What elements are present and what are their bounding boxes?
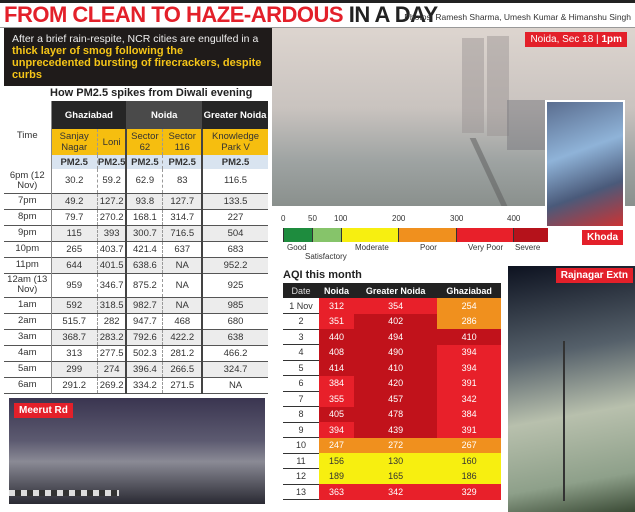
aqi-table-row	[283, 376, 501, 392]
pm-value-cell: 116.5	[224, 175, 248, 187]
pm-site-sanjay-nagar: Sanjay Nagar	[51, 129, 97, 155]
aqi-value-cell: 440	[319, 329, 354, 345]
pm-value-cell: 982.7	[126, 297, 163, 313]
pm-value-cell: 334.2	[126, 377, 163, 393]
scale-severe	[513, 228, 548, 242]
pm-time-cell: 5am	[4, 361, 51, 377]
pm-value-cell: 875.2	[126, 273, 163, 297]
pm-value-cell: 396.4	[126, 361, 163, 377]
pm-group-greater-noida: Greater Noida	[202, 101, 268, 129]
pm-time-cell: 7pm	[4, 193, 51, 209]
aqi-table-row	[283, 314, 501, 330]
pm-time-cell: 2am	[4, 313, 51, 329]
pm-value-cell: 277.5	[97, 345, 126, 361]
pm-unit: PM2.5	[51, 155, 97, 169]
pm-time-cell: 6pm (12 Nov)	[4, 169, 51, 193]
pm-value-cell: 127.2	[97, 193, 126, 209]
aqi-value-cell: 130	[354, 453, 437, 469]
aqi-value-cell: 394	[319, 422, 354, 438]
pm-table-row	[4, 193, 268, 209]
aqi-table-row	[283, 360, 501, 376]
aqi-value-cell: 329	[437, 484, 501, 500]
pm-value-cell: 271.5	[163, 377, 202, 393]
metro-track	[416, 138, 509, 206]
aqi-header-noida: Noida	[319, 283, 354, 298]
intro-highlight: thick layer of smog following the unprecedented bursting of firecrackers, despite curbs	[12, 45, 262, 81]
pm-unit: PM2.5	[202, 155, 268, 169]
aqi-value-cell: 490	[354, 345, 437, 361]
aqi-value-cell: 165	[354, 469, 437, 485]
aqi-date-cell: 9	[283, 422, 319, 438]
pm-table-row	[4, 345, 268, 361]
pm-value-cell: 592	[51, 297, 97, 313]
photo-meerut-rd	[9, 398, 265, 504]
aqi-value-cell: 189	[319, 469, 354, 485]
aqi-value-cell: 351	[319, 314, 354, 330]
pm-value-cell: 115	[51, 225, 97, 241]
pm-value-cell: 127.7	[163, 193, 202, 209]
pm-value-cell: 282	[97, 313, 126, 329]
aqi-scale-ticks: 0 50 100 200 300 400	[281, 214, 521, 223]
pm-value-cell: 266.5	[163, 361, 202, 377]
pm-value-cell: 168.1	[126, 209, 163, 225]
pm-value-cell: 62.9	[126, 169, 163, 193]
aqi-date-cell: 12	[283, 469, 319, 485]
pm-value-cell: 269.2	[97, 377, 126, 393]
pm-table-row	[4, 169, 268, 193]
pm-value-cell: 227	[227, 211, 244, 223]
aqi-date-cell: 4	[283, 345, 319, 361]
aqi-table-row	[283, 422, 501, 438]
pm-value-cell: 515.7	[51, 313, 97, 329]
photo-label-noida: Noida, Sec 18 | 1pm	[525, 32, 627, 47]
pm-value-cell: 30.2	[51, 169, 97, 193]
aqi-date-cell: 8	[283, 407, 319, 423]
aqi-value-cell: 384	[437, 407, 501, 423]
aqi-value-cell: 286	[437, 314, 501, 330]
pm-time-cell: 11pm	[4, 257, 51, 273]
pm-table-row	[4, 225, 268, 241]
aqi-value-cell: 254	[437, 298, 501, 314]
aqi-color-scale	[283, 228, 548, 242]
aqi-value-cell: 410	[437, 329, 501, 345]
pm-value-cell: 299	[51, 361, 97, 377]
pm-table-row	[4, 329, 268, 345]
aqi-value-cell: 478	[354, 407, 437, 423]
pm-value-cell: 638.6	[126, 257, 163, 273]
pm-value-cell: 502.3	[126, 345, 163, 361]
aqi-table-title: AQI this month	[283, 269, 362, 281]
aqi-value-cell: 267	[437, 438, 501, 454]
aqi-date-cell: 6	[283, 376, 319, 392]
aqi-date-cell: 2	[283, 314, 319, 330]
aqi-value-cell: 391	[437, 422, 501, 438]
photo-credits: Photos: Ramesh Sharma, Umesh Kumar & Himanshu Singh	[404, 12, 631, 22]
pm-value-cell: 680	[227, 315, 244, 327]
pm-time-cell: 12am (13 Nov)	[4, 273, 51, 297]
pm-time-cell: 1am	[4, 297, 51, 313]
pm-table-title: How PM2.5 spikes from Diwali evening	[50, 87, 253, 99]
aqi-value-cell: 408	[319, 345, 354, 361]
pm-value-cell: 83	[163, 169, 202, 193]
photo-label-rajnagar: Rajnagar Extn	[556, 268, 633, 283]
aqi-value-cell: 312	[319, 298, 354, 314]
aqi-value-cell: 342	[354, 484, 437, 500]
pm-value-cell: NA	[163, 297, 202, 313]
pm-table-row	[4, 377, 268, 393]
pm-value-cell: 466.2	[223, 347, 248, 359]
pm-value-cell: 270.2	[97, 209, 126, 225]
pm-table-row	[4, 241, 268, 257]
pm-value-cell: 49.2	[51, 193, 97, 209]
pm-site-sector-116: Sector 116	[163, 129, 202, 155]
scale-good	[283, 228, 312, 242]
pm-site-loni: Loni	[97, 129, 126, 155]
pm-value-cell: 985	[202, 297, 268, 313]
aqi-value-cell: 420	[354, 376, 437, 392]
pm-value-cell: 644	[51, 257, 97, 273]
aqi-value-cell: 414	[319, 360, 354, 376]
aqi-date-cell: 1 Nov	[283, 298, 319, 314]
pm-value-cell: 281.2	[163, 345, 202, 361]
pm-header-time: Time	[4, 101, 51, 169]
aqi-table-row	[283, 391, 501, 407]
pm-value-cell: 283.2	[97, 329, 126, 345]
pm-site-knowledge-park: Knowledge Park V	[202, 129, 268, 155]
aqi-table-row	[283, 438, 501, 454]
photo-label-meerut: Meerut Rd	[14, 403, 73, 418]
headline-red: FROM CLEAN TO HAZE-ARDOUS	[4, 2, 344, 27]
pm-value-cell: 504	[202, 225, 268, 241]
pm-value-cell: 265	[51, 241, 97, 257]
aqi-header-greater-noida: Greater Noida	[354, 283, 437, 298]
aqi-value-cell: 439	[354, 422, 437, 438]
aqi-table	[283, 283, 501, 500]
pm-value-cell: 421.4	[126, 241, 163, 257]
aqi-table-row	[283, 407, 501, 423]
pm-value-cell: 318.5	[97, 297, 126, 313]
pm-group-ghaziabad: Ghaziabad	[51, 101, 126, 129]
pm-table-row	[4, 297, 268, 313]
aqi-date-cell: 11	[283, 453, 319, 469]
pm-group-noida: Noida	[126, 101, 202, 129]
pm-time-cell: 8pm	[4, 209, 51, 225]
pm-value-cell: 291.2	[51, 377, 97, 393]
pm-value-cell: 952.2	[202, 257, 268, 273]
aqi-table-row	[283, 484, 501, 500]
pm-value-cell: 368.7	[51, 329, 97, 345]
pm-value-cell: 346.7	[97, 273, 126, 297]
aqi-value-cell: 405	[319, 407, 354, 423]
aqi-value-cell: 156	[319, 453, 354, 469]
aqi-value-cell: 494	[354, 329, 437, 345]
headline	[4, 3, 438, 27]
photo-label-khoda: Khoda	[582, 230, 623, 245]
aqi-table-row	[283, 469, 501, 485]
pm-time-cell: 4am	[4, 345, 51, 361]
pm-table-row	[4, 209, 268, 225]
pm-value-cell: NA	[163, 257, 202, 273]
pm-time-cell: 3am	[4, 329, 51, 345]
pm-site-sector-62: Sector 62	[126, 129, 163, 155]
pm-table-row	[4, 361, 268, 377]
pm-value-cell: 683	[227, 243, 244, 255]
aqi-date-cell: 7	[283, 391, 319, 407]
aqi-value-cell: 384	[319, 376, 354, 392]
pm-value-cell: 401.5	[97, 257, 126, 273]
pm-value-cell: NA	[228, 379, 243, 391]
aqi-date-cell: 3	[283, 329, 319, 345]
pm-unit: PM2.5	[126, 155, 163, 169]
aqi-table-row	[283, 298, 501, 314]
pm-time-cell: 10pm	[4, 241, 51, 257]
pm25-table	[4, 101, 268, 394]
pm-value-cell: 274	[97, 361, 126, 377]
headline-dark: IN A DAY	[348, 2, 438, 27]
pm-value-cell: 59.2	[97, 169, 126, 193]
pm-value-cell: 638	[202, 329, 268, 345]
aqi-table-row	[283, 345, 501, 361]
pm-value-cell: 314.7	[163, 209, 202, 225]
pm-value-cell: 300.7	[126, 225, 163, 241]
aqi-value-cell: 186	[437, 469, 501, 485]
aqi-value-cell: 410	[354, 360, 437, 376]
photo-khoda	[545, 100, 625, 228]
photo-rajnagar	[508, 266, 635, 512]
aqi-header-date: Date	[283, 283, 319, 298]
pm-value-cell: 93.8	[126, 193, 163, 209]
scale-very-poor	[456, 228, 513, 242]
aqi-table-row	[283, 329, 501, 345]
intro-box	[4, 28, 272, 86]
aqi-value-cell: 160	[437, 453, 501, 469]
building-silhouette	[487, 36, 509, 136]
pm-value-cell: 422.2	[163, 329, 202, 345]
scale-moderate	[341, 228, 398, 242]
aqi-value-cell: 457	[354, 391, 437, 407]
aqi-value-cell: 354	[354, 298, 437, 314]
pm-time-cell: 9pm	[4, 225, 51, 241]
pole	[563, 341, 565, 501]
road-divider	[9, 490, 119, 496]
aqi-date-cell: 13	[283, 484, 319, 500]
pm-value-cell: 79.7	[51, 209, 97, 225]
pm-unit: PM2.5	[163, 155, 202, 169]
aqi-value-cell: 394	[437, 345, 501, 361]
intro-plain: After a brief rain-respite, NCR cities are engulfed in a	[12, 33, 259, 45]
pm-table-row	[4, 257, 268, 273]
pm-value-cell: 393	[97, 225, 126, 241]
aqi-value-cell: 342	[437, 391, 501, 407]
pm-value-cell: 324.7	[202, 361, 268, 377]
aqi-value-cell: 272	[354, 438, 437, 454]
aqi-date-cell: 10	[283, 438, 319, 454]
pm-table-row	[4, 273, 268, 297]
aqi-value-cell: 402	[354, 314, 437, 330]
pm-value-cell: NA	[163, 273, 202, 297]
aqi-value-cell: 391	[437, 376, 501, 392]
pm-table-row	[4, 313, 268, 329]
pm-value-cell: 637	[163, 241, 202, 257]
aqi-table-row	[283, 453, 501, 469]
pm-value-cell: 925	[227, 279, 244, 291]
pm-value-cell: 947.7	[126, 313, 163, 329]
aqi-value-cell: 394	[437, 360, 501, 376]
pm-value-cell: 313	[51, 345, 97, 361]
scale-satisfactory	[312, 228, 341, 242]
aqi-value-cell: 247	[319, 438, 354, 454]
pm-time-cell: 6am	[4, 377, 51, 393]
pm-value-cell: 716.5	[163, 225, 202, 241]
pm-value-cell: 959	[51, 273, 97, 297]
pm-value-cell: 792.6	[126, 329, 163, 345]
aqi-value-cell: 363	[319, 484, 354, 500]
aqi-date-cell: 5	[283, 360, 319, 376]
pm-value-cell: 468	[163, 313, 202, 329]
scale-poor	[398, 228, 456, 242]
aqi-header-ghaziabad: Ghaziabad	[437, 283, 501, 298]
building-silhouette	[462, 38, 484, 133]
pm-value-cell: 133.5	[202, 193, 268, 209]
pm-value-cell: 403.7	[97, 241, 126, 257]
aqi-value-cell: 355	[319, 391, 354, 407]
pm-unit: PM2.5	[97, 156, 126, 168]
